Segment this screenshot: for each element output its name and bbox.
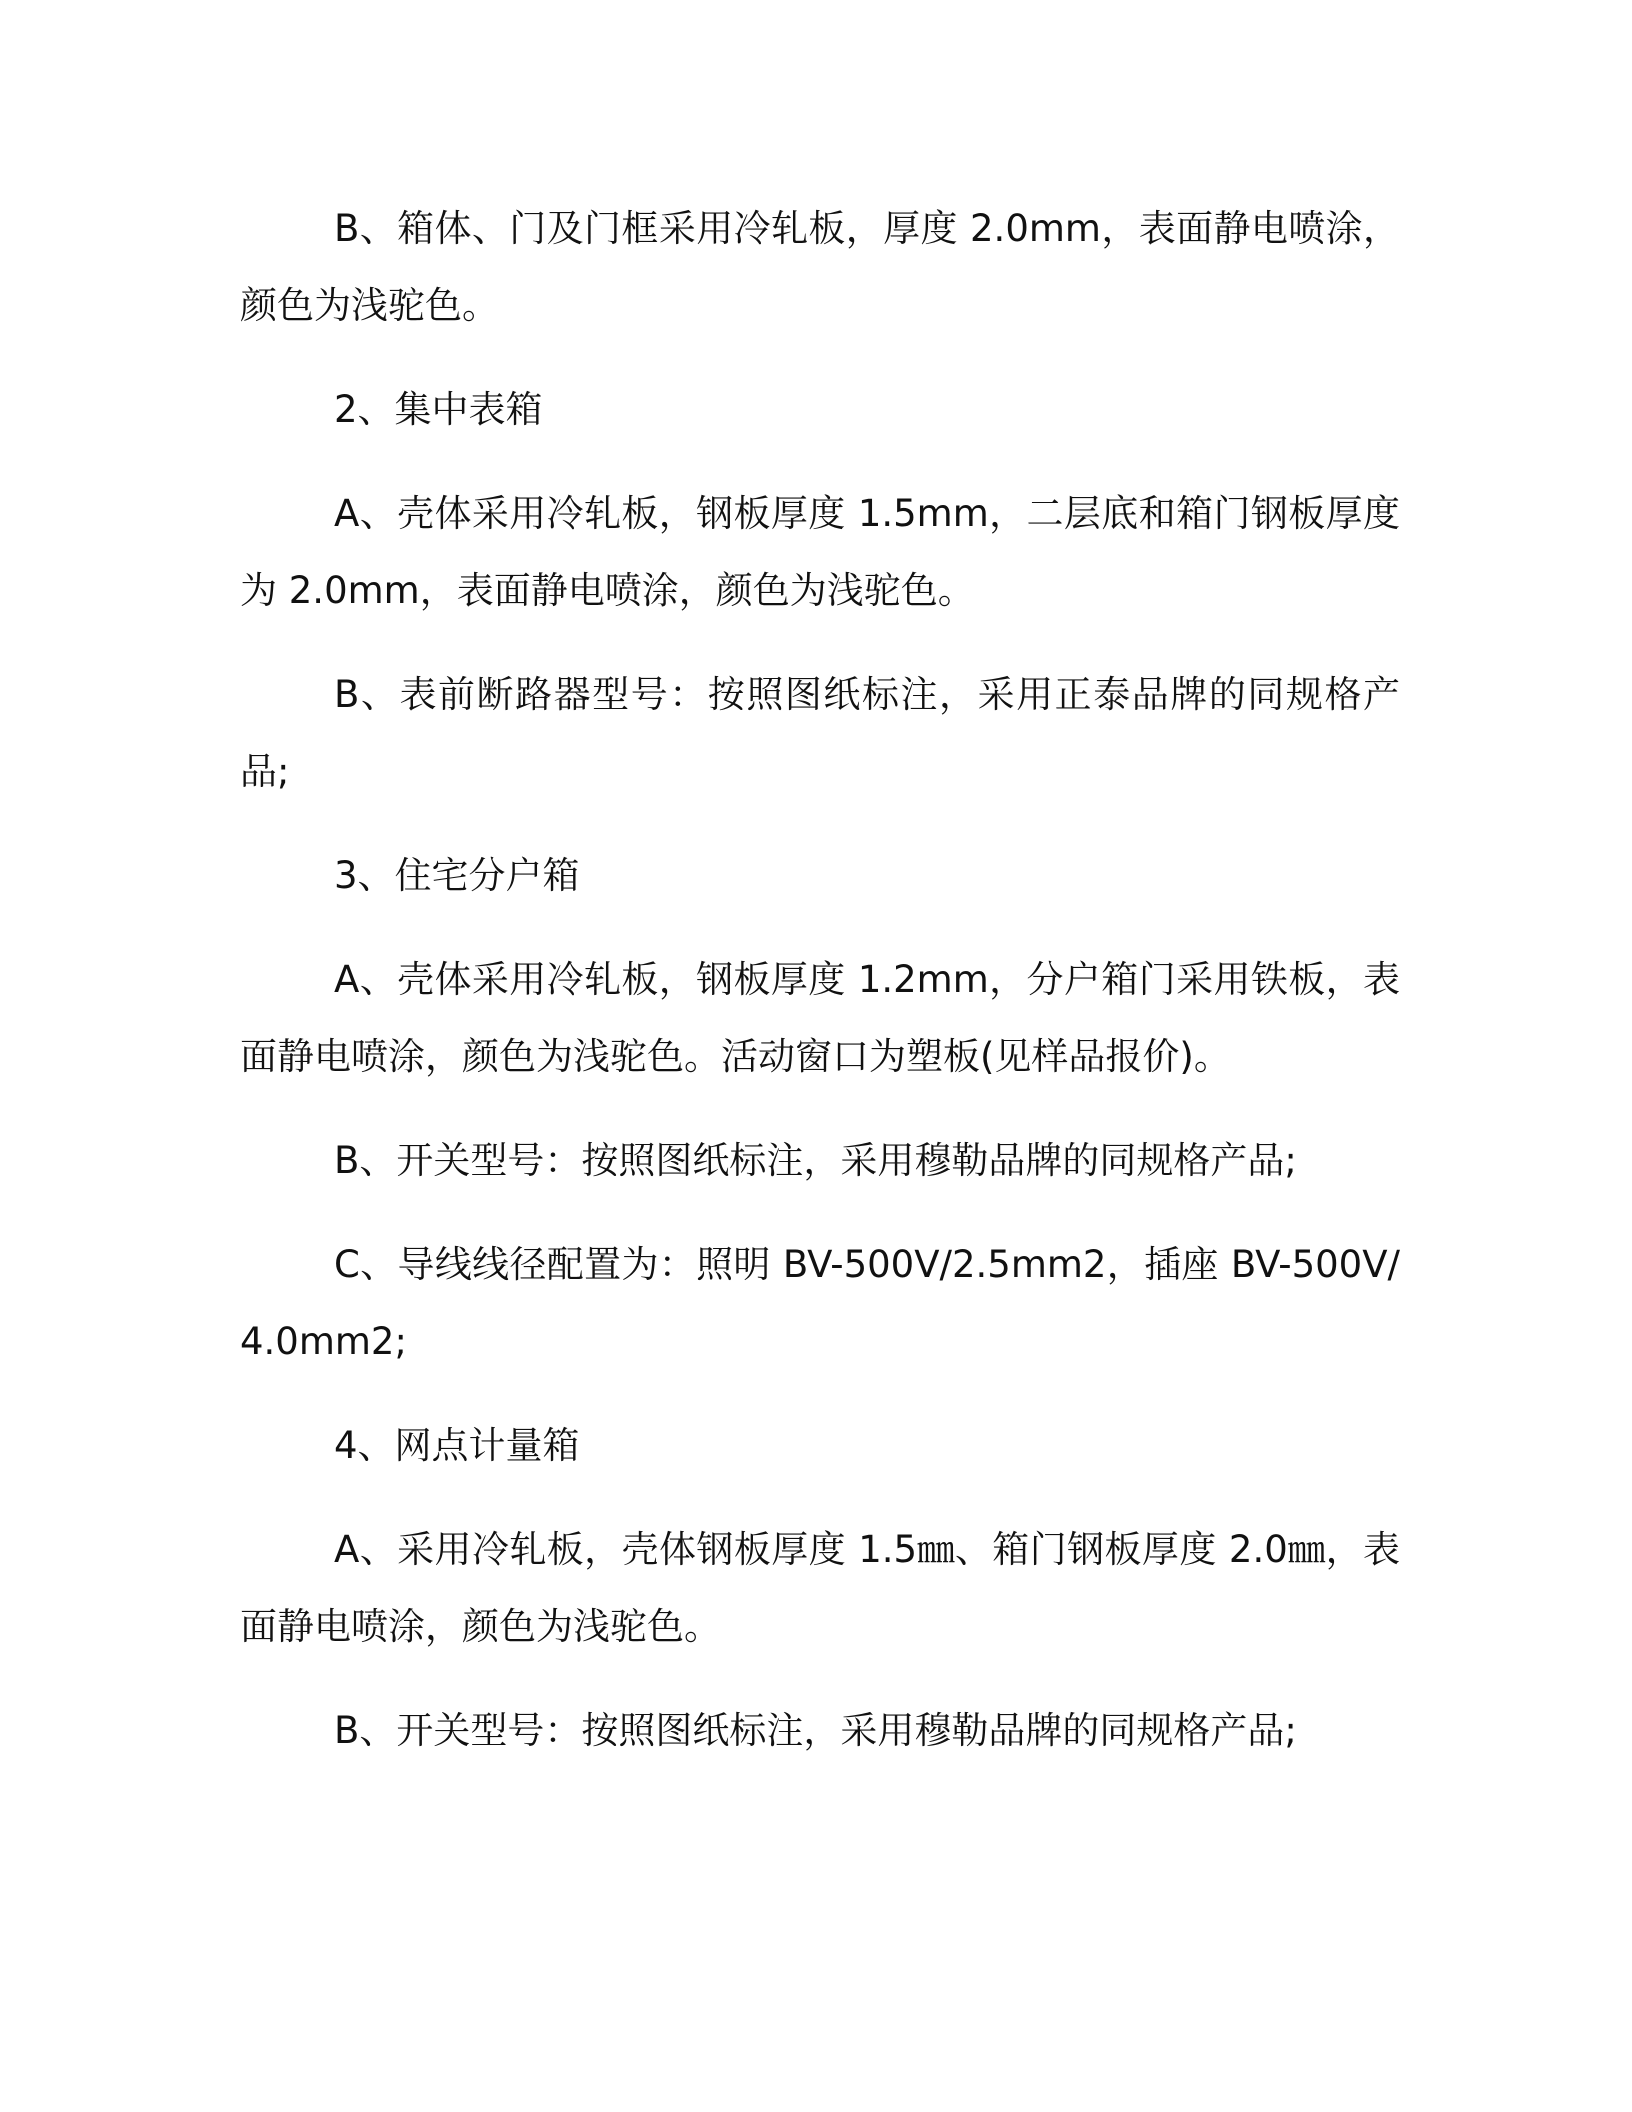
paragraph-3c-wire-gauge: C、导线线径配置为：照明 BV-500V/2.5mm2，插座 BV-500V/4.0mm2;: [240, 1243, 1400, 1363]
document-body: [240, 190, 1400, 1796]
section-heading-3: 3、住宅分户箱: [334, 854, 580, 897]
paragraph-2a-shell-material: A、壳体采用冷轧板，钢板厚度 1.5mm，二层底和箱门钢板厚度为 2.0mm，表面静电喷涂，颜色为浅驼色。: [240, 492, 1400, 612]
paragraph-4b-switch-model: B、开关型号：按照图纸标注，采用穆勒品牌的同规格产品;: [334, 1709, 1297, 1752]
paragraph-4a-shell-material: A、采用冷轧板，壳体钢板厚度 1.5㎜、箱门钢板厚度 2.0㎜，表面静电喷涂，颜色为浅驼色。: [240, 1528, 1400, 1648]
paragraph-3a-shell-material: A、壳体采用冷轧板，钢板厚度 1.2mm，分户箱门采用铁板，表面静电喷涂，颜色为浅驼色。活动窗口为塑板(见样品报价)。: [240, 958, 1400, 1078]
paragraph-b-enclosure-material: B、箱体、门及门框采用冷轧板，厚度 2.0mm，表面静电喷涂，颜色为浅驼色。: [240, 207, 1400, 327]
paragraph-2b-breaker-model: B、表前断路器型号：按照图纸标注，采用正泰品牌的同规格产品;: [240, 673, 1400, 793]
paragraph-3b-switch-model: B、开关型号：按照图纸标注，采用穆勒品牌的同规格产品;: [334, 1139, 1297, 1182]
section-heading-2: 2、集中表箱: [334, 388, 543, 431]
section-heading-4: 4、网点计量箱: [334, 1424, 580, 1467]
